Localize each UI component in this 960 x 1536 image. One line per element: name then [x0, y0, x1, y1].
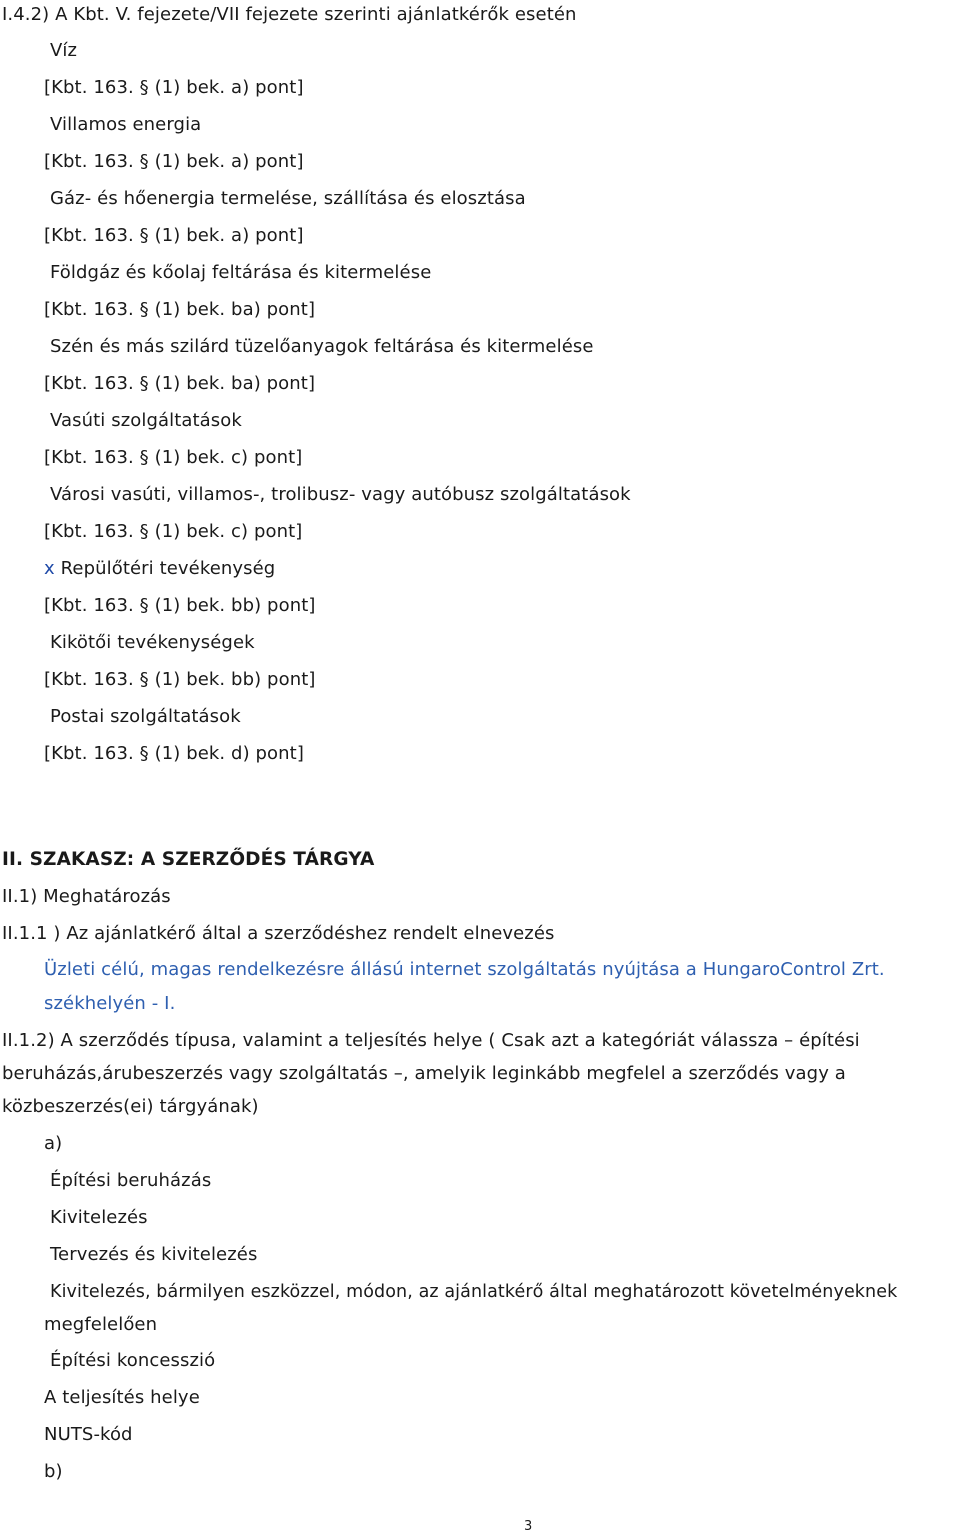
nuts-code-label: NUTS-kód [44, 1424, 133, 1445]
activity-item-label [44, 558, 275, 580]
activity-item-text: Vasúti szolgáltatások [50, 410, 242, 431]
activity-item-legal-ref: [Kbt. 163. § (1) bek. ba) pont] [44, 299, 316, 320]
subsection-ii1: II.1) Meghatározás [2, 886, 171, 907]
activity-item-legal-ref: [Kbt. 163. § (1) bek. a) pont] [44, 225, 304, 246]
activity-item-text: Repülőtéri tevékenység [60, 558, 276, 579]
selected-marker: x [44, 558, 55, 579]
activity-item-label [50, 410, 242, 432]
place-of-performance-label: A teljesítés helye [44, 1387, 200, 1408]
activity-item-label [50, 40, 77, 62]
activity-item-legal-ref: [Kbt. 163. § (1) bek. c) pont] [44, 521, 303, 542]
activity-item-text: Víz [50, 40, 78, 61]
activity-item-label [50, 632, 255, 654]
works-option-concession: Építési koncesszió [50, 1350, 216, 1371]
activity-item-legal-ref: [Kbt. 163. § (1) bek. d) pont] [44, 743, 304, 764]
section-ii-heading: II. SZAKASZ: A SZERZŐDÉS TÁRGYA [2, 849, 375, 870]
activity-item-legal-ref: [Kbt. 163. § (1) bek. bb) pont] [44, 595, 316, 616]
contract-name-line2: székhelyén - I. [44, 993, 176, 1014]
activity-item-text: Kikötői tevékenységek [50, 632, 255, 653]
activity-item-text: Szén és más szilárd tüzelőanyagok feltárása és kitermelése [50, 336, 594, 357]
activity-item-text: Földgáz és kőolaj feltárása és kitermelése [50, 262, 432, 283]
option-b-label: b) [44, 1461, 63, 1482]
subsection-ii11: II.1.1 ) Az ajánlatkérő által a szerződéshez rendelt elnevezés [2, 923, 555, 944]
activity-item-legal-ref: [Kbt. 163. § (1) bek. a) pont] [44, 77, 304, 98]
works-option-any-means-line2: megfelelően [44, 1314, 158, 1335]
activity-item-label [50, 706, 241, 728]
contract-name-line1: Üzleti célú, magas rendelkezésre állású internet szolgáltatás nyújtása a HungaroControl Zrt. [44, 959, 885, 980]
subsection-ii12-line2: beruházás,árubeszerzés vagy szolgáltatás –, amelyik leginkább megfelel a szerződés vagy a [2, 1063, 846, 1084]
subsection-ii12-line3: közbeszerzés(ei) tárgyának) [2, 1096, 259, 1117]
works-option-design-construction: Tervezés és kivitelezés [50, 1244, 258, 1265]
activity-item-legal-ref: [Kbt. 163. § (1) bek. bb) pont] [44, 669, 316, 690]
option-a-label: a) [44, 1133, 63, 1154]
section-i42-title: I.4.2) A Kbt. V. fejezete/VII fejezete szerinti ajánlatkérők esetén [2, 4, 577, 25]
activity-item-text: Postai szolgáltatások [50, 706, 241, 727]
activity-item-label [50, 114, 201, 136]
activity-item-text: Villamos energia [50, 114, 202, 135]
activity-item-legal-ref: [Kbt. 163. § (1) bek. c) pont] [44, 447, 303, 468]
activity-item-label [50, 336, 594, 358]
works-option-construction: Kivitelezés [50, 1207, 148, 1228]
subsection-ii12-line1: II.1.2) A szerződés típusa, valamint a teljesítés helye ( Csak azt a kategóriát válassza – építési [2, 1030, 860, 1051]
works-option-any-means-line1: Kivitelezés, bármilyen eszközzel, módon, az ajánlatkérő által meghatározott követelményeknek [50, 1282, 898, 1302]
page-number: 3 [524, 1519, 533, 1534]
activity-item-label [50, 262, 431, 284]
activity-item-legal-ref: [Kbt. 163. § (1) bek. a) pont] [44, 151, 304, 172]
activity-item-text: Városi vasúti, villamos-, trolibusz- vagy autóbusz szolgáltatások [50, 484, 631, 505]
works-title: Építési beruházás [50, 1170, 212, 1191]
activity-item-label [50, 188, 526, 210]
activity-item-legal-ref: [Kbt. 163. § (1) bek. ba) pont] [44, 373, 316, 394]
activity-item-label [50, 484, 631, 506]
activity-item-text: Gáz- és hőenergia termelése, szállítása és elosztása [50, 188, 526, 209]
